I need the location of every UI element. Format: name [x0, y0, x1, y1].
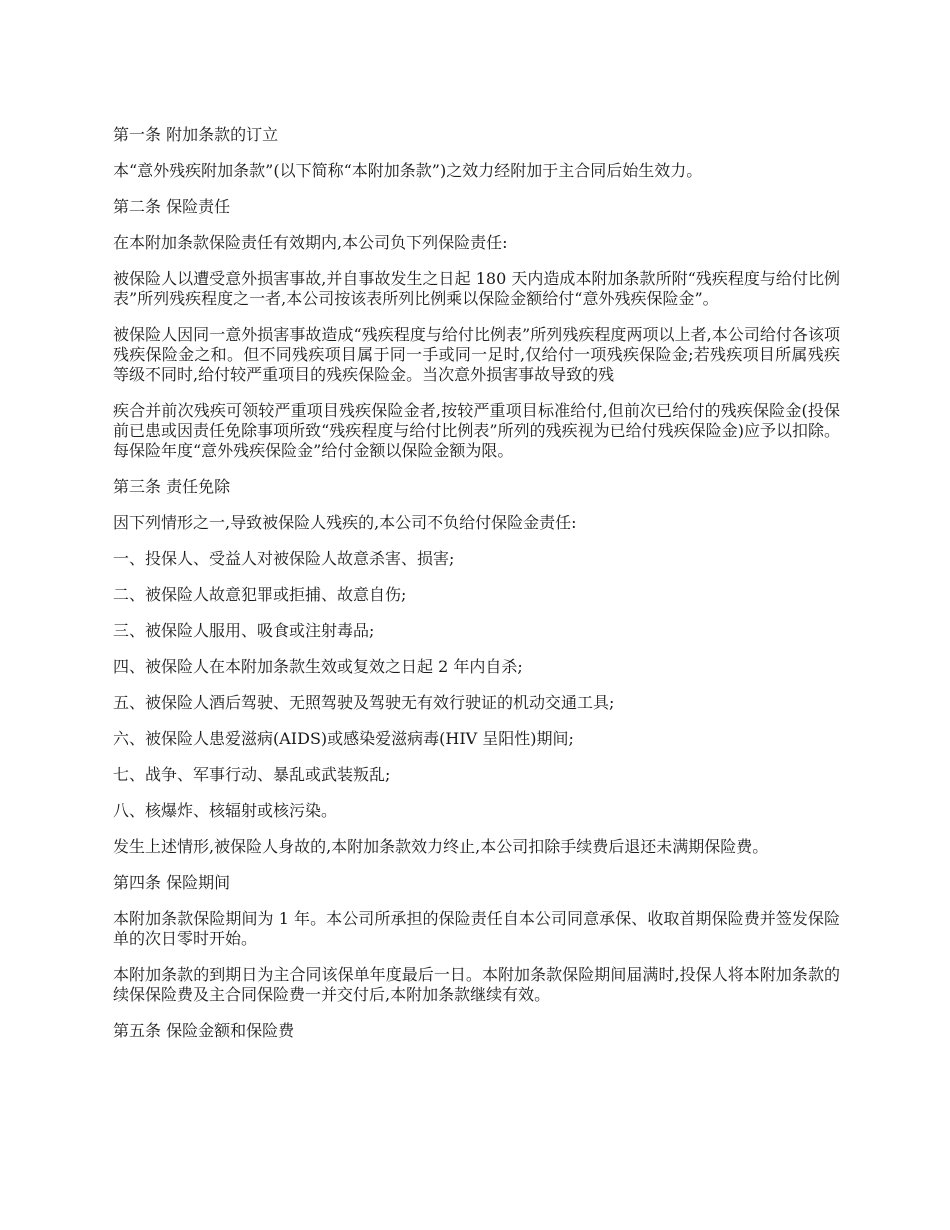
exclusion-item: 六、被保险人患爱滋病(AIDS)或感染爱滋病毒(HIV 呈阳性)期间;: [113, 729, 574, 748]
paragraph: 本附加条款的到期日为主合同该保单年度最后一日。本附加条款保险期间届满时,投保人将本附加条款的续保保险费及主合同保险费一并交付后,本附加条款继续有效。: [113, 965, 840, 1004]
paragraph: 被保险人以遭受意外损害事故,并自事故发生之日起 180 天内造成本附加条款所附“残疾程度与给付比例表”所列残疾程度之一者,本公司按该表所列比例乘以保险金额给付“意外残疾保险金”。: [113, 269, 840, 308]
exclusion-item: 八、核爆炸、核辐射或核污染。: [113, 801, 338, 820]
article-4-heading: 第四条 保险期间: [113, 873, 231, 892]
paragraph: 本“意外残疾附加条款”(以下简称“本附加条款”)之效力经附加于主合同后始生效力。: [113, 161, 703, 180]
paragraph: 疾合并前次残疾可领较严重项目残疾保险金者,按较严重项目标准给付,但前次已给付的残疾保险金(投保前已患或因责任免除事项所致“残疾程度与给付比例表”所列的残疾视为已给付残疾保险金)应予以扣除。每保险年度“意外残疾保险金”给付金额以保险金额为限。: [113, 401, 840, 460]
article-5-heading: 第五条 保险金额和保险费: [113, 1021, 295, 1040]
exclusion-item: 四、被保险人在本附加条款生效或复效之日起 2 年内自杀;: [113, 657, 523, 676]
exclusion-item: 三、被保险人服用、吸食或注射毒品;: [113, 621, 375, 640]
paragraph: 被保险人因同一意外损害事故造成“残疾程度与给付比例表”所列残疾程度两项以上者,本公司给付各该项残疾保险金之和。但不同残疾项目属于同一手或同一足时,仅给付一项残疾保险金;若残疾项目所属残疾等级不同时,给付较严重项目的残疾保险金。当次意外损害事故导致的残: [113, 325, 840, 384]
paragraph: 本附加条款保险期间为 1 年。本公司所承担的保险责任自本公司同意承保、收取首期保险费并签发保险单的次日零时开始。: [113, 909, 840, 948]
exclusion-item: 七、战争、军事行动、暴乱或武装叛乱;: [113, 765, 391, 784]
article-2-heading: 第二条 保险责任: [113, 197, 231, 216]
paragraph: 在本附加条款保险责任有效期内,本公司负下列保险责任:: [113, 233, 508, 252]
document-body: [113, 125, 840, 1057]
article-1-heading: 第一条 附加条款的订立: [113, 125, 279, 144]
article-3-heading: 第三条 责任免除: [113, 477, 231, 496]
exclusion-item: 一、投保人、受益人对被保险人故意杀害、损害;: [113, 549, 455, 568]
exclusion-item: 五、被保险人酒后驾驶、无照驾驶及驾驶无有效行驶证的机动交通工具;: [113, 693, 615, 712]
paragraph: 因下列情形之一,导致被保险人残疾的,本公司不负给付保险金责任:: [113, 513, 577, 532]
exclusion-item: 二、被保险人故意犯罪或拒捕、故意自伤;: [113, 585, 407, 604]
paragraph: 发生上述情形,被保险人身故的,本附加条款效力终止,本公司扣除手续费后退还未满期保险费。: [113, 837, 769, 856]
